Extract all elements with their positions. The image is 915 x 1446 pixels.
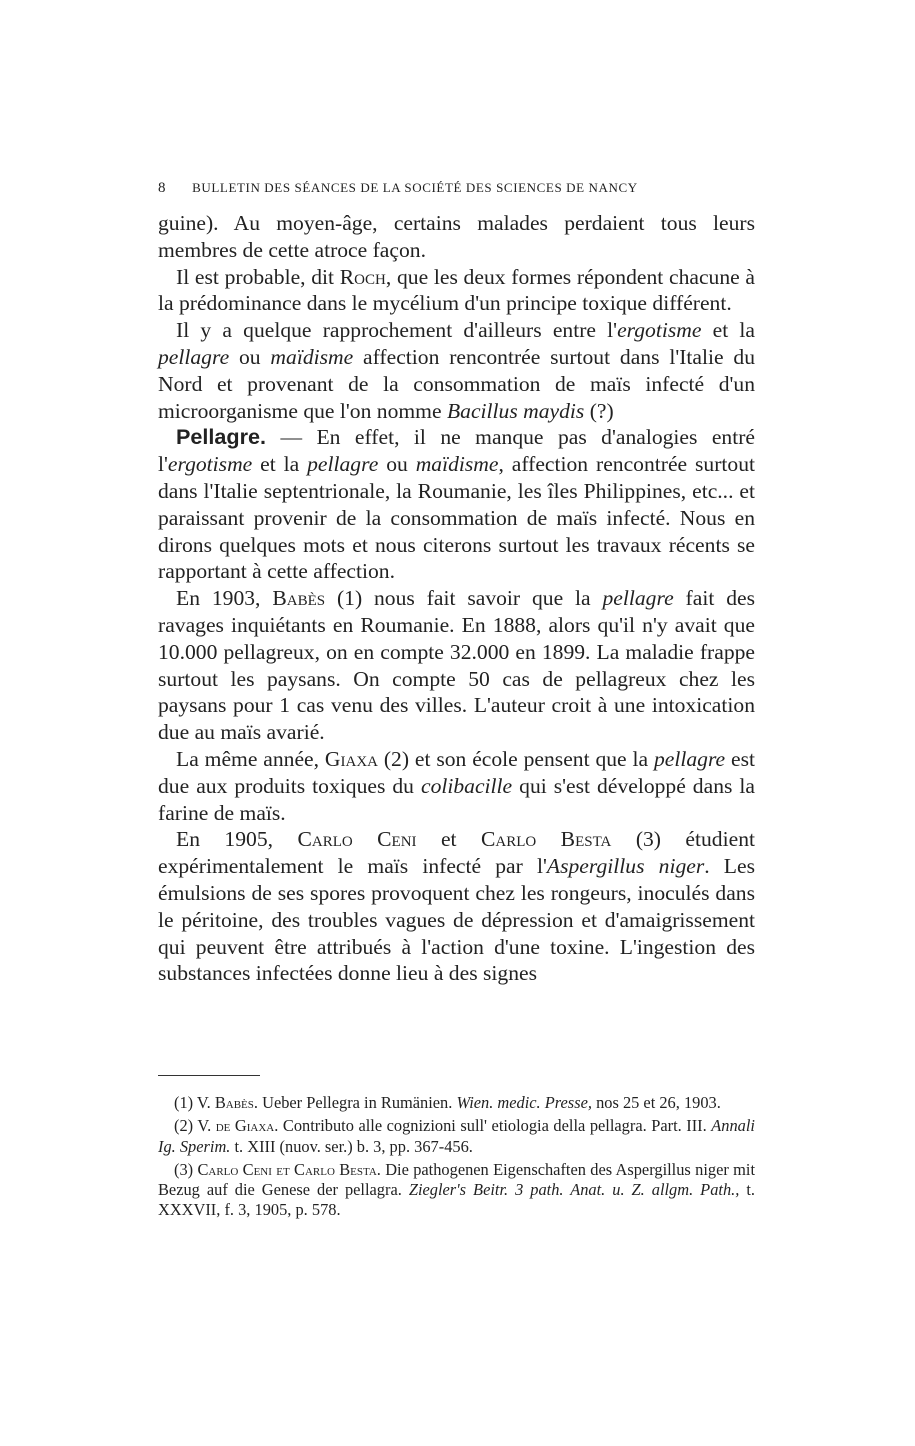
term-aspergillus-niger: Aspergillus niger — [546, 854, 705, 879]
text-run: ou — [229, 344, 271, 369]
text-run: (2) V. — [174, 1116, 216, 1136]
paragraph-2 — [158, 264, 755, 318]
footnote-author: de Giaxa — [215, 1116, 275, 1136]
term-colibacille: colibacille — [420, 773, 513, 798]
text-run: affection rencontrée surtout dans l'Italie du Nord et provenant de la consommation de maïs infecté d'un microorganisme que l'on nomme — [158, 344, 756, 423]
text-run: . Les émulsions de ses spores provoquent chez les rongeurs, inoculés dans le péritoine, des troubles vagues de dépression et d'amaigrissement qui peuvent être attribués à l'action d'une toxine. L'ingestion des substances infectées donne lieu à des signes — [158, 854, 755, 986]
paragraph-7 — [158, 826, 755, 987]
text-run: En 1903, — [176, 586, 273, 611]
footnote-author: Babès — [214, 1093, 254, 1112]
paragraph-4 — [158, 424, 755, 585]
text-run: — En effet, il ne manque pas d'analogies entré l' — [158, 425, 755, 477]
term-pellagre: pellagre — [158, 344, 230, 369]
text-run: (3) étudient expérimentalement le maïs infecté par l' — [158, 827, 755, 879]
footnote-author: Carlo Ceni et Carlo Besta — [197, 1159, 377, 1179]
text-run: et la — [252, 452, 308, 477]
text-run: fait des ravages inquiétants en Roumanie. En 1888, alors qu'il n'y avait que 10.000 pellagreux, on en compte 32.000 en 1899. La maladie frappe surtout les paysans. On compte 50 cas de pellagreux chez les paysans pour 1 cas venu des villes. L'auteur croit à une intoxication due au maïs avarié. — [158, 586, 755, 745]
text-run: est due aux produits toxiques du — [158, 746, 755, 798]
text-run: . Ueber Pellegra in Rumänien. — [253, 1093, 457, 1112]
author-carlo-ceni: Carlo Ceni — [297, 827, 417, 852]
footnote-1 — [158, 1093, 755, 1113]
footnote-journal: Ziegler's Beitr. 3 path. Anat. u. Z. allgm. Path., — [408, 1180, 740, 1200]
footnote-3 — [158, 1160, 755, 1221]
author-babes: Babès — [272, 586, 326, 611]
text-run: Il y a quelque rapprochement d'ailleurs entre l' — [176, 318, 618, 343]
footnote-nos: nos — [596, 1093, 619, 1112]
footnote-separator — [158, 1075, 260, 1076]
main-text — [158, 210, 755, 987]
text-run: qui s'est développé dans la farine de maïs. — [158, 773, 755, 825]
term-bacillus-maydis: Bacillus maydis — [446, 398, 585, 423]
text-run: t. XIII (nuov. ser.) b. 3, pp. 367-456. — [230, 1136, 473, 1156]
section-heading-pellagre: Pellagre. — [176, 424, 267, 450]
running-header — [158, 180, 755, 197]
text-run: . Die pathogenen Eigenschaften des Aspergillus niger mit Bezug auf die Genese der pellagra. — [158, 1159, 755, 1200]
term-maidisme: maïdisme — [415, 452, 499, 477]
text-run: La même année, — [176, 746, 325, 771]
author-giaxa: Giaxa — [324, 746, 378, 771]
text-run: (1) V. — [174, 1093, 215, 1112]
term-maidisme: maïdisme — [270, 344, 354, 369]
paragraph-3 — [158, 317, 755, 424]
text-run: , que les deux formes répondent chacune à la prédominance dans le mycélium d'un principe toxique différent. — [158, 264, 756, 316]
text-run: . Contributo alle cognizioni sull' etiologia della pellagra. Part. III. — [274, 1116, 712, 1136]
author-carlo-besta: Carlo Besta — [481, 827, 612, 852]
term-pellagre: pellagre — [307, 452, 379, 477]
footnote-journal: Annali Ig. Sperim. — [158, 1116, 755, 1156]
text-run: (3) — [174, 1159, 198, 1179]
paragraph-6 — [158, 746, 755, 826]
text-run: (?) — [584, 398, 614, 423]
footnote-2 — [158, 1116, 755, 1157]
text-run: En 1905, — [176, 827, 298, 852]
term-ergotisme: ergotisme — [167, 452, 253, 477]
footnote-journal: Wien. medic. Presse, — [456, 1093, 592, 1112]
footnotes — [158, 1093, 755, 1224]
paragraph-5 — [158, 585, 755, 746]
text-run: (2) et son école pensent que la — [377, 746, 654, 771]
term-pellagre: pellagre — [653, 746, 726, 771]
text-run: , affection rencontrée surtout dans l'Italie septentrionale, la Roumanie, les îles Philippines, etc... et paraissant provenir de la consommation de maïs infecté. Nous en dirons quelques mots et nous citerons surtout les travaux récents se rapportant à cette affection. — [158, 452, 755, 584]
term-ergotisme: ergotisme — [617, 318, 702, 343]
term-pellagre: pellagre — [602, 586, 674, 611]
text-run: et la — [701, 318, 755, 343]
text-run: ou — [378, 452, 416, 477]
text-run: (1) nous fait savoir que la — [325, 586, 603, 611]
paragraph-1-text: guine). Au moyen-âge, certains malades perdaient tous leurs membres de cette atroce façon. — [158, 211, 755, 262]
paragraph-1 — [158, 210, 755, 264]
page-number: 8 — [158, 180, 167, 196]
author-roch: Roch — [339, 264, 386, 289]
running-title: BULLETIN DES SÉANCES DE LA SOCIÉTÉ DES SCIENCES DE NANCY — [192, 180, 638, 195]
text-run: 25 et 26, 1903. — [618, 1093, 721, 1112]
text-run: et — [416, 827, 481, 852]
text-run: Il est probable, dit — [176, 264, 340, 289]
text-run: t. XXXVII, f. 3, 1905, p. 578. — [158, 1180, 755, 1220]
